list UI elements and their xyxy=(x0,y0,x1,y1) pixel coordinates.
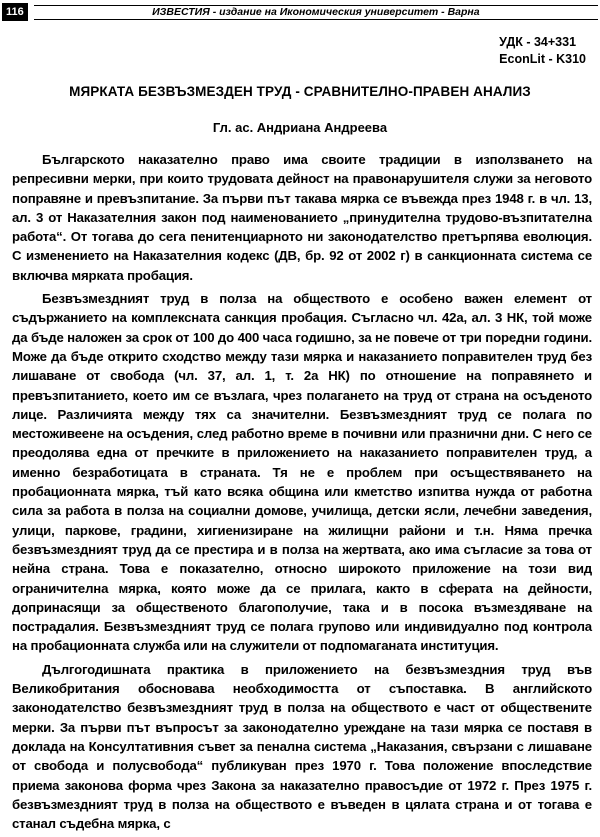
article-title: МЯРКАТА БЕЗВЪЗМЕЗДЕН ТРУД - СРАВНИТЕЛНО-ПРАВЕН АНАЛИЗ xyxy=(69,84,531,99)
journal-name: ИЗВЕСТИЯ - издание на Икономическия университет - Варна xyxy=(34,5,598,20)
paragraph-1 xyxy=(12,150,592,285)
paragraph-text: в полза на обществото е особено важен елемент от съдържанието на комплексната санкция пробация. Съгласно чл. 42а, ал. 3 НК, той може да бъде наложен за срок от 100 до 400 часа годишно, за не повече от три поредни години. Може да бъде открито сходство между тази мярка и наказанието поправителен труд без лишаване от свобода (чл. 37, ал. 1, т. 2а НК) по отношение на поправянето и превъзпитанието, което им се възлага, чрез полагането на труд от страна на осъденото лице. Различията между тях са значителни. Безвъзмездният труд се полага по местоживеене на осъдения, след работно време в почивни или празнични дни. С него се преодолява една от пречките в приложението на наказанието поправителен труд, а именно безработицата в страната. Тя не е проблем при осъществяването на пробационната мярка, тъй като всяка община или кметство изпитва нужда от работна сила за работа в полза на социални домове, училища, детски ясли, лечебни заведения, улици, паркове, градини, хигиенизиране на жилищни райони и т.н. Няма пречка безвъзмездният труд да се престира и в полза на жертвата, ако има съгласие за това от нейна страна. Това е показателно, относно широкото приложение на този вид ограничителна мярка, която може да се прилага, както в сферата на дейности, допринасящи за общественото благополучие, така и в посока възмездяване на пострадалия. Безвъзмездният труд се полага групово или индивидуално под контрола на пробационната служба или на служители от подпомаганата институция. xyxy=(12,291,592,654)
classification-codes xyxy=(499,34,586,68)
econlit-code: EconLit - K310 xyxy=(499,52,586,66)
paragraph-3 xyxy=(12,660,592,834)
running-header xyxy=(0,0,600,24)
paragraph-2 xyxy=(12,289,592,656)
paragraph-text: Българското наказателно право има своите традиции в използването на репресивни мерки, при които трудовата дейност на правонарушителя служи за неговото поправяне и превъзпитание. За първи път такава мярка се въвежда през 1948 г. в чл. 13, ал. 3 от Наказателния закон под наименованието „принудителна трудово-възпитателна работа“. От тогава до сега пенитенциарното ни законодателство претърпява еволюция. С изменението на Наказателния кодекс (ДВ, бр. 92 от 2002 г) в санкционната система се включва мярката пробация. xyxy=(12,152,592,283)
page-number: 116 xyxy=(2,3,28,21)
article-author: Гл. ас. Андриана Андреева xyxy=(212,120,388,135)
udk-code: УДК - 34+331 xyxy=(499,35,577,49)
paragraph-text: Дългогодишната практика в приложението на безвъзмездния труд във Великобритания обосновава необходимостта от съпоставка. В английското законодателство безвъзмездният труд в полза на обществото е част от обществените мерки. За първи път въпросът за законодателно уреждане на тази мярка се поставя в доклада на Консултативния съвет за пенална система „Наказания, свързани с лишаване от свобода и полусвобода“ публикуван през 1970 г. Това положение впоследствие приема законова форма чрез Закона за наказателно правосъдие от 1972 г. През 1975 г. безвъзмездният труд в полза на обществото е въведен в цялата страна и от тогава е станал съдебна мярка, с xyxy=(12,661,592,832)
article-body xyxy=(12,150,592,837)
paragraph-lead-term: Безвъзмездният труд xyxy=(42,291,190,307)
